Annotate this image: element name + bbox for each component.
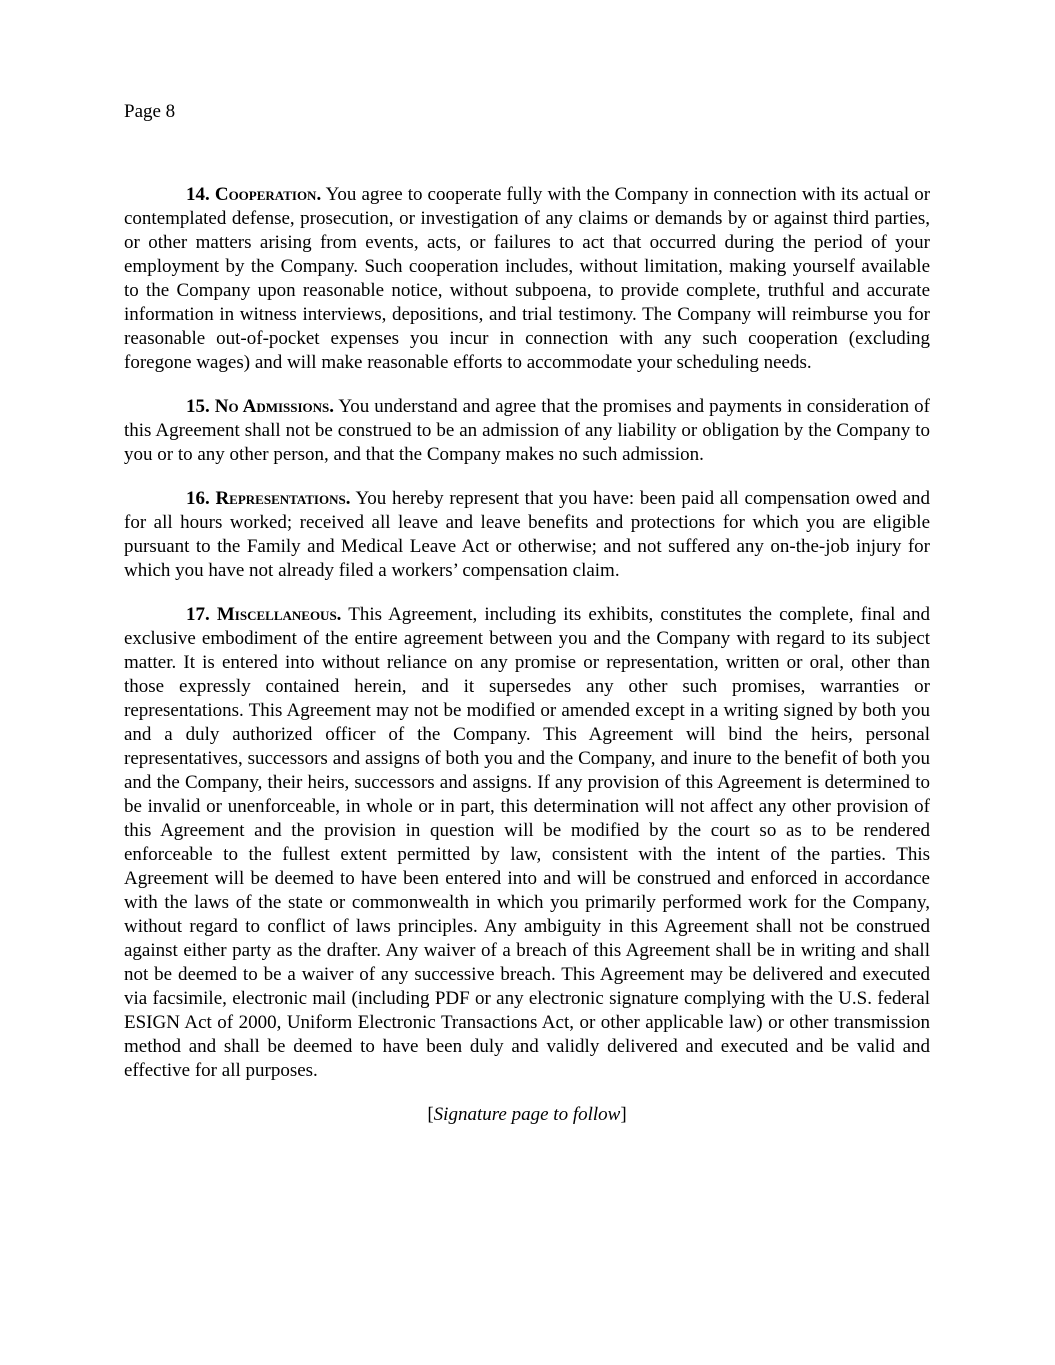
- page-number: Page 8: [124, 101, 176, 122]
- section-number: 17.: [186, 604, 210, 625]
- section-heading: [186, 184, 321, 205]
- signature-page-note: [124, 1103, 930, 1127]
- section-miscellaneous: [124, 603, 930, 1083]
- section-body: You agree to cooperate fully with the Company in connection with its actual or contemplated defense, prosecution, or investigation of any claims or demands by or against third parties, or other matters arising from events, acts, or failures to act that occurred during the period of your employment by the Company. Such cooperation includes, without limitation, making yourself available to the Company upon reasonable notice, without subpoena, to provide complete, truthful and accurate information in witness interviews, depositions, and trial testimony. The Company will reimburse you for reasonable out-of-pocket expenses you incur in connection with any such cooperation (excluding foregone wages) and will make reasonable efforts to accommodate your scheduling needs.: [124, 184, 931, 373]
- section-body: You understand and agree that the promises and payments in consideration of this Agreement shall not be construed to be an admission of any liability or obligation by the Company to you or to any other person, and that the Company makes no such admission.: [124, 396, 930, 465]
- section-body: This Agreement, including its exhibits, constitutes the complete, final and exclusive embodiment of the entire agreement between you and the Company with regard to its subject matter. It is entered into without reliance on any promise or representation, written or oral, other than those expressly contained herein, and it supersedes any other such promises, warranties or representations. This Agreement may not be modified or amended except in a writing signed by both you and a duly authorized officer of the Company. This Agreement will bind the heirs, personal representatives, successors and assigns of both you and the Company, and inure to the benefit of both you and the Company, their heirs, successors and assigns. If any provision of this Agreement is determined to be invalid or unenforceable, in whole or in part, this determination will not affect any other provision of this Agreement and the provision in question will be modified by the court so as to be rendered enforceable to the fullest extent permitted by law, consistent with the intent of the parties. This Agreement will be deemed to have been entered into and will be construed and enforced in accordance with the laws of the state or commonwealth in which you primarily performed work for the Company, without regard to conflict of laws principles. Any ambiguity in this Agreement shall not be construed against either party as the drafter. Any waiver of a breach of this Agreement shall be in writing and shall not be deemed to be a waiver of any successive breach. This Agreement may be delivered and executed via facsimile, electronic mail (including PDF or any electronic signature complying with the U.S. federal ESIGN Act of 2000, Uniform Electronic Transactions Act, or other applicable law) or other transmission method and shall be deemed to have been duly and validly delivered and executed and be valid and effective for all purposes.: [124, 604, 930, 1081]
- section-title: Representations.: [215, 488, 351, 509]
- section-number: 15.: [186, 396, 210, 417]
- section-heading: [186, 488, 350, 509]
- open-bracket: [: [427, 1104, 434, 1125]
- document-page: [124, 100, 930, 1127]
- section-no-admissions: [124, 395, 930, 467]
- section-title: Miscellaneous.: [216, 604, 342, 625]
- signature-note-text: Signature page to follow: [433, 1104, 621, 1125]
- section-heading: [186, 604, 341, 625]
- section-number: 14.: [186, 184, 210, 205]
- section-title: Cooperation.: [214, 184, 322, 205]
- section-title: No Admissions.: [214, 396, 335, 417]
- section-cooperation: [124, 183, 930, 375]
- section-number: 16.: [186, 488, 210, 509]
- close-bracket: ]: [620, 1104, 627, 1125]
- section-heading: [186, 396, 334, 417]
- section-representations: [124, 487, 930, 583]
- section-body: You hereby represent that you have: been paid all compensation owed and for all hours worked; received all leave and leave benefits and protections for which you are eligible pursuant to the Family and Medical Leave Act or otherwise; and not suffered any on-the-job injury for which you have not already filed a workers’ compensation claim.: [124, 488, 931, 581]
